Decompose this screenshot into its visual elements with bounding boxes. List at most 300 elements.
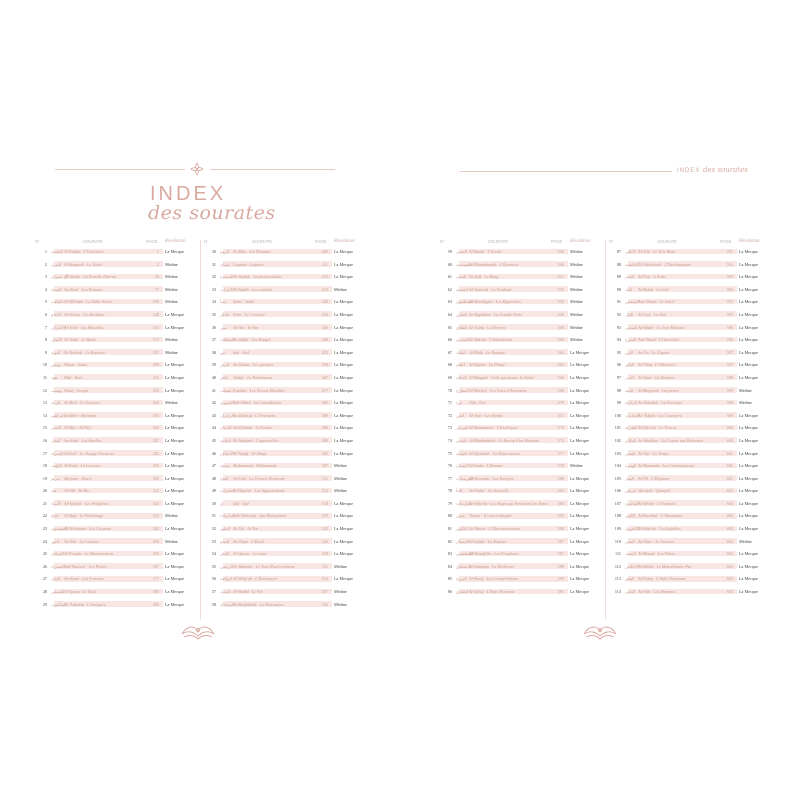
header-revelation: Révélation bbox=[334, 239, 355, 244]
surah-page: 523 bbox=[321, 526, 328, 532]
surah-revelation: La Mecque bbox=[165, 601, 184, 607]
surah-name: Fuṣṣilat · Les Versets Détaillés bbox=[233, 387, 285, 393]
surah-page: 595 bbox=[726, 299, 733, 305]
column-header bbox=[35, 237, 203, 246]
surah-page: 590 bbox=[557, 576, 564, 582]
surah-revelation: La Mecque bbox=[739, 450, 758, 456]
table-row bbox=[609, 510, 777, 523]
surah-revelation: Médine bbox=[165, 261, 178, 267]
surah-page: 520 bbox=[321, 513, 328, 519]
surah-revelation: La Mecque bbox=[570, 412, 589, 418]
surah-name: Az-Zumar · Les groupes bbox=[233, 362, 274, 368]
table-row bbox=[204, 372, 372, 385]
surah-name: Al-Muddaththir · Le Revêtu d'un Manteau bbox=[469, 437, 540, 443]
surah-name: Al-Munâfiqûn · Les Hypocrites bbox=[469, 299, 521, 305]
table-row bbox=[204, 548, 372, 561]
table-row bbox=[609, 498, 777, 511]
surah-revelation: La Mecque bbox=[739, 513, 758, 519]
surah-name: Al-Ḥijr · Al-Hijr bbox=[64, 425, 92, 431]
table-row bbox=[204, 510, 372, 523]
table-row bbox=[204, 410, 372, 423]
surah-number: 18 bbox=[42, 463, 47, 469]
surah-page: 562 bbox=[557, 349, 564, 355]
surah-number: 109 bbox=[614, 526, 621, 532]
surah-number: 23 bbox=[42, 526, 47, 532]
surah-revelation: La Mecque bbox=[739, 249, 758, 254]
surah-page: 575 bbox=[557, 437, 564, 443]
table-row bbox=[440, 410, 608, 423]
surah-name: Aṭ-Ṭûr · At-Tur bbox=[233, 526, 259, 532]
surah-name: Al-Qaṣaṣ · Le Récit bbox=[64, 589, 97, 595]
surah-page: 602 bbox=[726, 500, 733, 506]
table-row bbox=[609, 284, 777, 297]
surah-page: 589 bbox=[557, 563, 564, 569]
surah-page: 106 bbox=[152, 299, 159, 305]
surah-page: 594 bbox=[726, 286, 733, 292]
surah-revelation: La Mecque bbox=[165, 563, 184, 569]
surah-page: 600 bbox=[726, 437, 733, 443]
surah-number: 56 bbox=[211, 576, 216, 582]
surah-arabic-name: الهمزة bbox=[625, 463, 637, 469]
surah-page: 262 bbox=[152, 425, 159, 431]
surah-number: 87 bbox=[616, 249, 621, 254]
table-row bbox=[609, 460, 777, 473]
surah-number: 20 bbox=[42, 488, 47, 494]
surah-page: 377 bbox=[152, 576, 159, 582]
surah-arabic-name: القدر bbox=[625, 374, 634, 380]
surah-number: 93 bbox=[616, 324, 621, 330]
surah-number: 21 bbox=[42, 500, 47, 506]
surah-page: 483 bbox=[321, 400, 328, 406]
table-row bbox=[609, 296, 777, 309]
surah-page: 591 bbox=[557, 589, 564, 595]
surah-arabic-name: الفرقان bbox=[51, 551, 65, 557]
surah-page: 601 bbox=[726, 450, 733, 456]
table-row bbox=[440, 536, 608, 549]
surah-arabic-name: الحديد bbox=[220, 589, 231, 595]
surah-arabic-name: الشمس bbox=[625, 299, 639, 305]
surah-page: 577 bbox=[557, 450, 564, 456]
surah-name: An-Naba' · La Nouvelle bbox=[469, 488, 509, 494]
surah-revelation: La Mecque bbox=[570, 400, 589, 406]
surah-arabic-name: الغاشية bbox=[625, 261, 638, 267]
surah-arabic-name: فاطر bbox=[220, 311, 229, 317]
surah-number: 50 bbox=[211, 500, 216, 506]
surah-name: Al-'Aṣr · Le Temps bbox=[638, 450, 669, 456]
surah-arabic-name: طه bbox=[51, 488, 57, 494]
header-surah: SOURATE bbox=[488, 239, 508, 244]
surah-page: 570 bbox=[557, 400, 564, 406]
surah-arabic-name: الأعراف bbox=[51, 324, 65, 330]
surah-revelation: Médine bbox=[334, 601, 347, 607]
surah-number: 4 bbox=[44, 286, 47, 292]
surah-arabic-name: الانشقاق bbox=[456, 563, 472, 569]
surah-number: 47 bbox=[211, 463, 216, 469]
surah-number: 45 bbox=[211, 437, 216, 443]
surah-number: 16 bbox=[42, 437, 47, 443]
surah-name: An-Naṣr · Le Secours bbox=[638, 538, 674, 544]
surah-page: 551 bbox=[557, 274, 564, 280]
surah-revelation: La Mecque bbox=[570, 563, 589, 569]
surah-number: 48 bbox=[211, 475, 216, 481]
surah-revelation: Médine bbox=[165, 274, 178, 280]
surah-arabic-name: الزلزلة bbox=[625, 400, 637, 406]
table-row bbox=[609, 372, 777, 385]
surah-revelation: La Mecque bbox=[334, 412, 353, 418]
surah-page: 312 bbox=[152, 488, 159, 494]
surah-arabic-name: الحاقة bbox=[456, 374, 467, 380]
surah-revelation: La Mecque bbox=[570, 551, 589, 557]
surah-arabic-name: لقمان bbox=[220, 261, 231, 267]
table-row bbox=[440, 561, 608, 574]
surah-revelation: Médine bbox=[570, 249, 583, 254]
surah-number: 28 bbox=[42, 589, 47, 595]
table-row bbox=[609, 435, 777, 448]
surah-arabic-name: المرسلات bbox=[456, 475, 474, 481]
column-header bbox=[204, 237, 372, 246]
surah-name: Al-Masad · Les Fibres bbox=[638, 551, 676, 557]
surah-revelation: La Mecque bbox=[334, 337, 353, 343]
surah-number: 44 bbox=[211, 425, 216, 431]
surah-arabic-name: الشورى bbox=[220, 400, 234, 406]
table-row bbox=[204, 246, 372, 259]
surah-page: 545 bbox=[557, 249, 564, 254]
surah-revelation: La Mecque bbox=[570, 475, 589, 481]
table-row bbox=[609, 561, 777, 574]
surah-revelation: La Mecque bbox=[570, 500, 589, 506]
surah-number: 9 bbox=[44, 349, 47, 355]
page-subtitle: des sourates bbox=[148, 202, 276, 224]
header-number: N° bbox=[609, 239, 614, 244]
surah-page: 598 bbox=[726, 374, 733, 380]
surah-page: 597 bbox=[726, 349, 733, 355]
surah-revelation: La Mecque bbox=[165, 526, 184, 532]
surah-arabic-name: الجن bbox=[456, 412, 465, 418]
surah-arabic-name: الأحزاب bbox=[220, 286, 234, 292]
surah-arabic-name: المسد bbox=[625, 551, 636, 557]
surah-number: 92 bbox=[616, 311, 621, 317]
surah-number: 52 bbox=[211, 526, 216, 532]
surah-number: 85 bbox=[447, 576, 452, 582]
surah-revelation: La Mecque bbox=[165, 450, 184, 456]
surah-name: Al-'Imrân · La Famille d'Imran bbox=[64, 274, 117, 280]
surah-number: 76 bbox=[447, 463, 452, 469]
surah-name: Aṣ-Ṣâffât · Les Rangés bbox=[233, 337, 271, 343]
surah-name: Al-Qalam · La Plume bbox=[469, 362, 505, 368]
surah-name: Luqmân · Luqman bbox=[233, 261, 264, 267]
surah-revelation: La Mecque bbox=[570, 349, 589, 355]
surah-revelation: La Mecque bbox=[570, 526, 589, 532]
surah-page: 554 bbox=[557, 299, 564, 305]
surah-name: An-Naḥl · Les Abeilles bbox=[64, 437, 102, 443]
table-row bbox=[35, 536, 203, 549]
table-row bbox=[35, 347, 203, 360]
surah-page: 534 bbox=[321, 576, 328, 582]
surah-page: 574 bbox=[557, 425, 564, 431]
table-row bbox=[609, 397, 777, 410]
surah-arabic-name: العلق bbox=[625, 362, 635, 368]
table-row bbox=[35, 548, 203, 561]
surah-page: 50 bbox=[154, 274, 159, 280]
table-row bbox=[609, 410, 777, 423]
surah-page: 560 bbox=[557, 337, 564, 343]
surah-revelation: La Mecque bbox=[165, 437, 184, 443]
table-row bbox=[35, 498, 203, 511]
surah-arabic-name: الزخرف bbox=[220, 412, 234, 418]
surah-revelation: La Mecque bbox=[165, 311, 184, 317]
surah-page: 601 bbox=[726, 475, 733, 481]
surah-name: Al-'Ankabût · L'Araignée bbox=[64, 601, 106, 607]
surah-revelation: La Mecque bbox=[570, 450, 589, 456]
surah-name: Ar-Ra'd · Le Tonnerre bbox=[64, 400, 101, 406]
surah-page: 453 bbox=[321, 349, 328, 355]
surah-name: Ash-Shams · Le Soleil bbox=[638, 299, 675, 305]
surah-name: At-Taghâbun · La Grande Perte bbox=[469, 311, 523, 317]
surah-arabic-name: الجاثية bbox=[220, 437, 232, 443]
column-header bbox=[609, 237, 777, 246]
surah-page: 591 bbox=[726, 249, 733, 254]
surah-number: 22 bbox=[42, 513, 47, 519]
surah-name: Al-Mumtaḥanah · L'Éprouvée bbox=[469, 261, 519, 267]
table-row bbox=[440, 448, 608, 461]
surah-name: Al-Qâri'ah · Le Fracas bbox=[638, 425, 677, 431]
surah-arabic-name: التكاثر bbox=[625, 437, 636, 443]
surah-arabic-name: الطلاق bbox=[456, 324, 468, 330]
surah-name: Al-Qamar · La Lune bbox=[233, 551, 267, 557]
table-row bbox=[440, 322, 608, 335]
surah-name: Al-Qiyâmah · La Résurrection bbox=[469, 450, 520, 456]
table-row bbox=[440, 473, 608, 486]
table-row bbox=[204, 586, 372, 599]
surah-arabic-name: الفتح bbox=[220, 475, 229, 481]
surah-revelation: La Mecque bbox=[739, 261, 758, 267]
table-row bbox=[35, 573, 203, 586]
header-number: N° bbox=[440, 239, 445, 244]
surah-number: 100 bbox=[614, 412, 621, 418]
surah-number: 81 bbox=[447, 526, 452, 532]
surah-number: 55 bbox=[211, 563, 216, 569]
surah-revelation: Médine bbox=[570, 324, 583, 330]
table-row bbox=[204, 309, 372, 322]
surah-revelation: La Mecque bbox=[334, 311, 353, 317]
table-row bbox=[440, 284, 608, 297]
surah-number: 59 bbox=[447, 249, 452, 254]
surah-arabic-name: مريم bbox=[51, 475, 60, 481]
table-row bbox=[609, 536, 777, 549]
surah-arabic-name: الكهف bbox=[51, 463, 63, 469]
surah-page: 467 bbox=[321, 374, 328, 380]
surah-revelation: La Mecque bbox=[334, 324, 353, 330]
surah-arabic-name: العنكبوت bbox=[51, 601, 67, 607]
table-row bbox=[609, 322, 777, 335]
surah-number: 68 bbox=[447, 362, 452, 368]
surah-number: 108 bbox=[614, 513, 621, 519]
surah-name: Al-Muṭaffifîn · Les Fraudeurs bbox=[469, 551, 519, 557]
surah-arabic-name: المنافقون bbox=[456, 299, 473, 305]
surah-arabic-name: الذاريات bbox=[220, 513, 235, 519]
surah-page: 342 bbox=[152, 526, 159, 532]
table-row bbox=[204, 599, 372, 612]
surah-page: 255 bbox=[152, 412, 159, 418]
surah-arabic-name: المعارج bbox=[456, 387, 469, 393]
surah-name: Yûnus · Jonas bbox=[64, 362, 88, 368]
table-row bbox=[204, 259, 372, 272]
surah-name: Al-Muzzammil · L'Enveloppé bbox=[469, 425, 518, 431]
surah-name: Nûḥ · Noé bbox=[469, 400, 486, 406]
table-row bbox=[609, 347, 777, 360]
surah-number: 61 bbox=[447, 274, 452, 280]
surah-arabic-name: الجمعة bbox=[456, 286, 468, 292]
surah-arabic-name: هود bbox=[51, 374, 58, 380]
surah-name: Ghâfir · Le Pardonneur bbox=[233, 374, 273, 380]
surah-arabic-name: الفيل bbox=[625, 475, 634, 481]
surah-page: 604 bbox=[726, 576, 733, 582]
table-row bbox=[609, 271, 777, 284]
surah-arabic-name: نوح bbox=[456, 400, 463, 406]
surah-name: Al-Jumu'ah · Le Vendredi bbox=[469, 286, 512, 292]
surah-revelation: Médine bbox=[165, 337, 178, 343]
surah-name: Al-Jâthiyah · L'agenouillée bbox=[233, 437, 279, 443]
surah-arabic-name: ق bbox=[220, 500, 224, 506]
surah-revelation: La Mecque bbox=[334, 400, 353, 406]
surah-page: 350 bbox=[152, 538, 159, 544]
table-row bbox=[35, 372, 203, 385]
surah-page: 597 bbox=[726, 362, 733, 368]
surah-revelation: La Mecque bbox=[739, 311, 758, 317]
surah-revelation: Médine bbox=[165, 349, 178, 355]
surah-page: 499 bbox=[321, 437, 328, 443]
surah-arabic-name: القلم bbox=[456, 362, 465, 368]
book-spine bbox=[399, 0, 400, 800]
table-row bbox=[35, 296, 203, 309]
surah-name: Al-Infiṭâr · La Rupture bbox=[469, 538, 507, 544]
surah-name: Al-Ḥâqqah · Celle qui montre la Vérité bbox=[469, 374, 535, 380]
surah-number: 88 bbox=[616, 261, 621, 267]
right-page bbox=[400, 0, 800, 800]
surah-number: 11 bbox=[42, 374, 47, 380]
surah-page: 601 bbox=[726, 463, 733, 469]
surah-number: 5 bbox=[44, 299, 47, 305]
surah-number: 37 bbox=[211, 337, 216, 343]
surah-revelation: La Mecque bbox=[165, 374, 184, 380]
surah-arabic-name: ص bbox=[220, 349, 226, 355]
surah-arabic-name: الكوثر bbox=[625, 513, 636, 519]
surah-arabic-name: الشعراء bbox=[51, 563, 65, 569]
table-row bbox=[204, 347, 372, 360]
column-header bbox=[440, 237, 608, 246]
surah-arabic-name: الشرح bbox=[625, 337, 637, 343]
table-row bbox=[35, 271, 203, 284]
surah-number: 49 bbox=[211, 488, 216, 494]
surah-page: 582 bbox=[557, 488, 564, 494]
surah-revelation: La Mecque bbox=[334, 425, 353, 431]
surah-arabic-name: الانفطار bbox=[456, 538, 470, 544]
surah-arabic-name: الفاتحة bbox=[51, 249, 63, 254]
surah-name: At-Tîn · Le Figuier bbox=[638, 349, 670, 355]
surah-name: An-Naml · Les Fourmis bbox=[64, 576, 104, 582]
surah-number: 27 bbox=[42, 576, 47, 582]
surah-number: 40 bbox=[211, 374, 216, 380]
surah-name: Al-Ma'ârij · Les Voies d'Ascension bbox=[469, 387, 527, 393]
surah-name: Al-Kawthar · L'Abondance bbox=[638, 513, 683, 519]
surah-number: 24 bbox=[42, 538, 47, 544]
table-row bbox=[204, 397, 372, 410]
index-column bbox=[609, 237, 777, 599]
surah-name: Hûd · Hud bbox=[64, 374, 82, 380]
surah-revelation: Médine bbox=[570, 286, 583, 292]
table-row bbox=[440, 523, 608, 536]
table-row bbox=[35, 397, 203, 410]
table-row bbox=[204, 271, 372, 284]
surah-number: 14 bbox=[42, 412, 47, 418]
surah-number: 112 bbox=[614, 563, 621, 569]
surah-page: 602 bbox=[726, 513, 733, 519]
surah-arabic-name: النصر bbox=[625, 538, 635, 544]
surah-name: Quraysh · Quraych bbox=[638, 488, 671, 494]
surah-number: 64 bbox=[447, 311, 452, 317]
table-row bbox=[440, 271, 608, 284]
surah-revelation: La Mecque bbox=[739, 437, 758, 443]
surah-page: 496 bbox=[321, 425, 328, 431]
surah-name: Al-Fajr · L'Aube bbox=[638, 274, 666, 280]
header-rule bbox=[460, 171, 672, 172]
surah-name: Al-Mu'minûn · Les Croyants bbox=[64, 526, 112, 532]
surah-arabic-name: الدخان bbox=[220, 425, 232, 431]
surah-page: 305 bbox=[152, 475, 159, 481]
surah-page: 558 bbox=[557, 324, 564, 330]
surah-name: Al-Ḥajj · Le Pèlerinage bbox=[64, 513, 104, 519]
surah-revelation: La Mecque bbox=[334, 249, 353, 254]
header-page: PAGE bbox=[146, 239, 158, 244]
surah-revelation: Médine bbox=[570, 299, 583, 305]
surah-number: 97 bbox=[616, 374, 621, 380]
table-row bbox=[35, 334, 203, 347]
surah-arabic-name: النبأ bbox=[456, 488, 463, 494]
table-row bbox=[609, 485, 777, 498]
surah-name: Fâṭir · Le Créateur bbox=[233, 311, 266, 317]
surah-page: 177 bbox=[152, 337, 159, 343]
surah-name: Al-Bayyinah · La preuve bbox=[638, 387, 679, 393]
surah-revelation: La Mecque bbox=[570, 362, 589, 368]
header-index-label: INDEX bbox=[677, 168, 701, 174]
surah-revelation: La Mecque bbox=[570, 425, 589, 431]
surah-revelation: La Mecque bbox=[570, 437, 589, 443]
surah-arabic-name: الصف bbox=[456, 274, 467, 280]
surah-revelation: La Mecque bbox=[739, 362, 758, 368]
surah-arabic-name: يوسف bbox=[51, 387, 63, 393]
surah-number: 78 bbox=[447, 488, 452, 494]
surah-number: 99 bbox=[616, 400, 621, 406]
surah-number: 12 bbox=[42, 387, 47, 393]
surah-number: 36 bbox=[211, 324, 216, 330]
surah-arabic-name: الرعد bbox=[51, 400, 61, 406]
surah-name: Al-Burûj · Les Constellations bbox=[469, 576, 518, 582]
surah-name: Al-Baqarah · La Vache bbox=[64, 261, 103, 267]
surah-arabic-name: إبراهيم bbox=[51, 412, 64, 418]
surah-number: 3 bbox=[44, 274, 47, 280]
surah-revelation: La Mecque bbox=[334, 387, 353, 393]
surah-revelation: Médine bbox=[334, 488, 347, 494]
surah-revelation: Médine bbox=[570, 311, 583, 317]
surah-name: Al-Inshiqâq · La Déchirure bbox=[469, 563, 515, 569]
header-number: N° bbox=[35, 239, 40, 244]
surah-name: Ibrâhîm · Abraham bbox=[64, 412, 97, 418]
table-row bbox=[204, 322, 372, 335]
surah-revelation: La Mecque bbox=[570, 374, 589, 380]
surah-name: Al-Kahf · La Caverne bbox=[64, 463, 101, 469]
surah-arabic-name: التكوير bbox=[456, 526, 468, 532]
surah-name: Al-Fâtiḥa · L'Ouverture bbox=[64, 249, 104, 254]
